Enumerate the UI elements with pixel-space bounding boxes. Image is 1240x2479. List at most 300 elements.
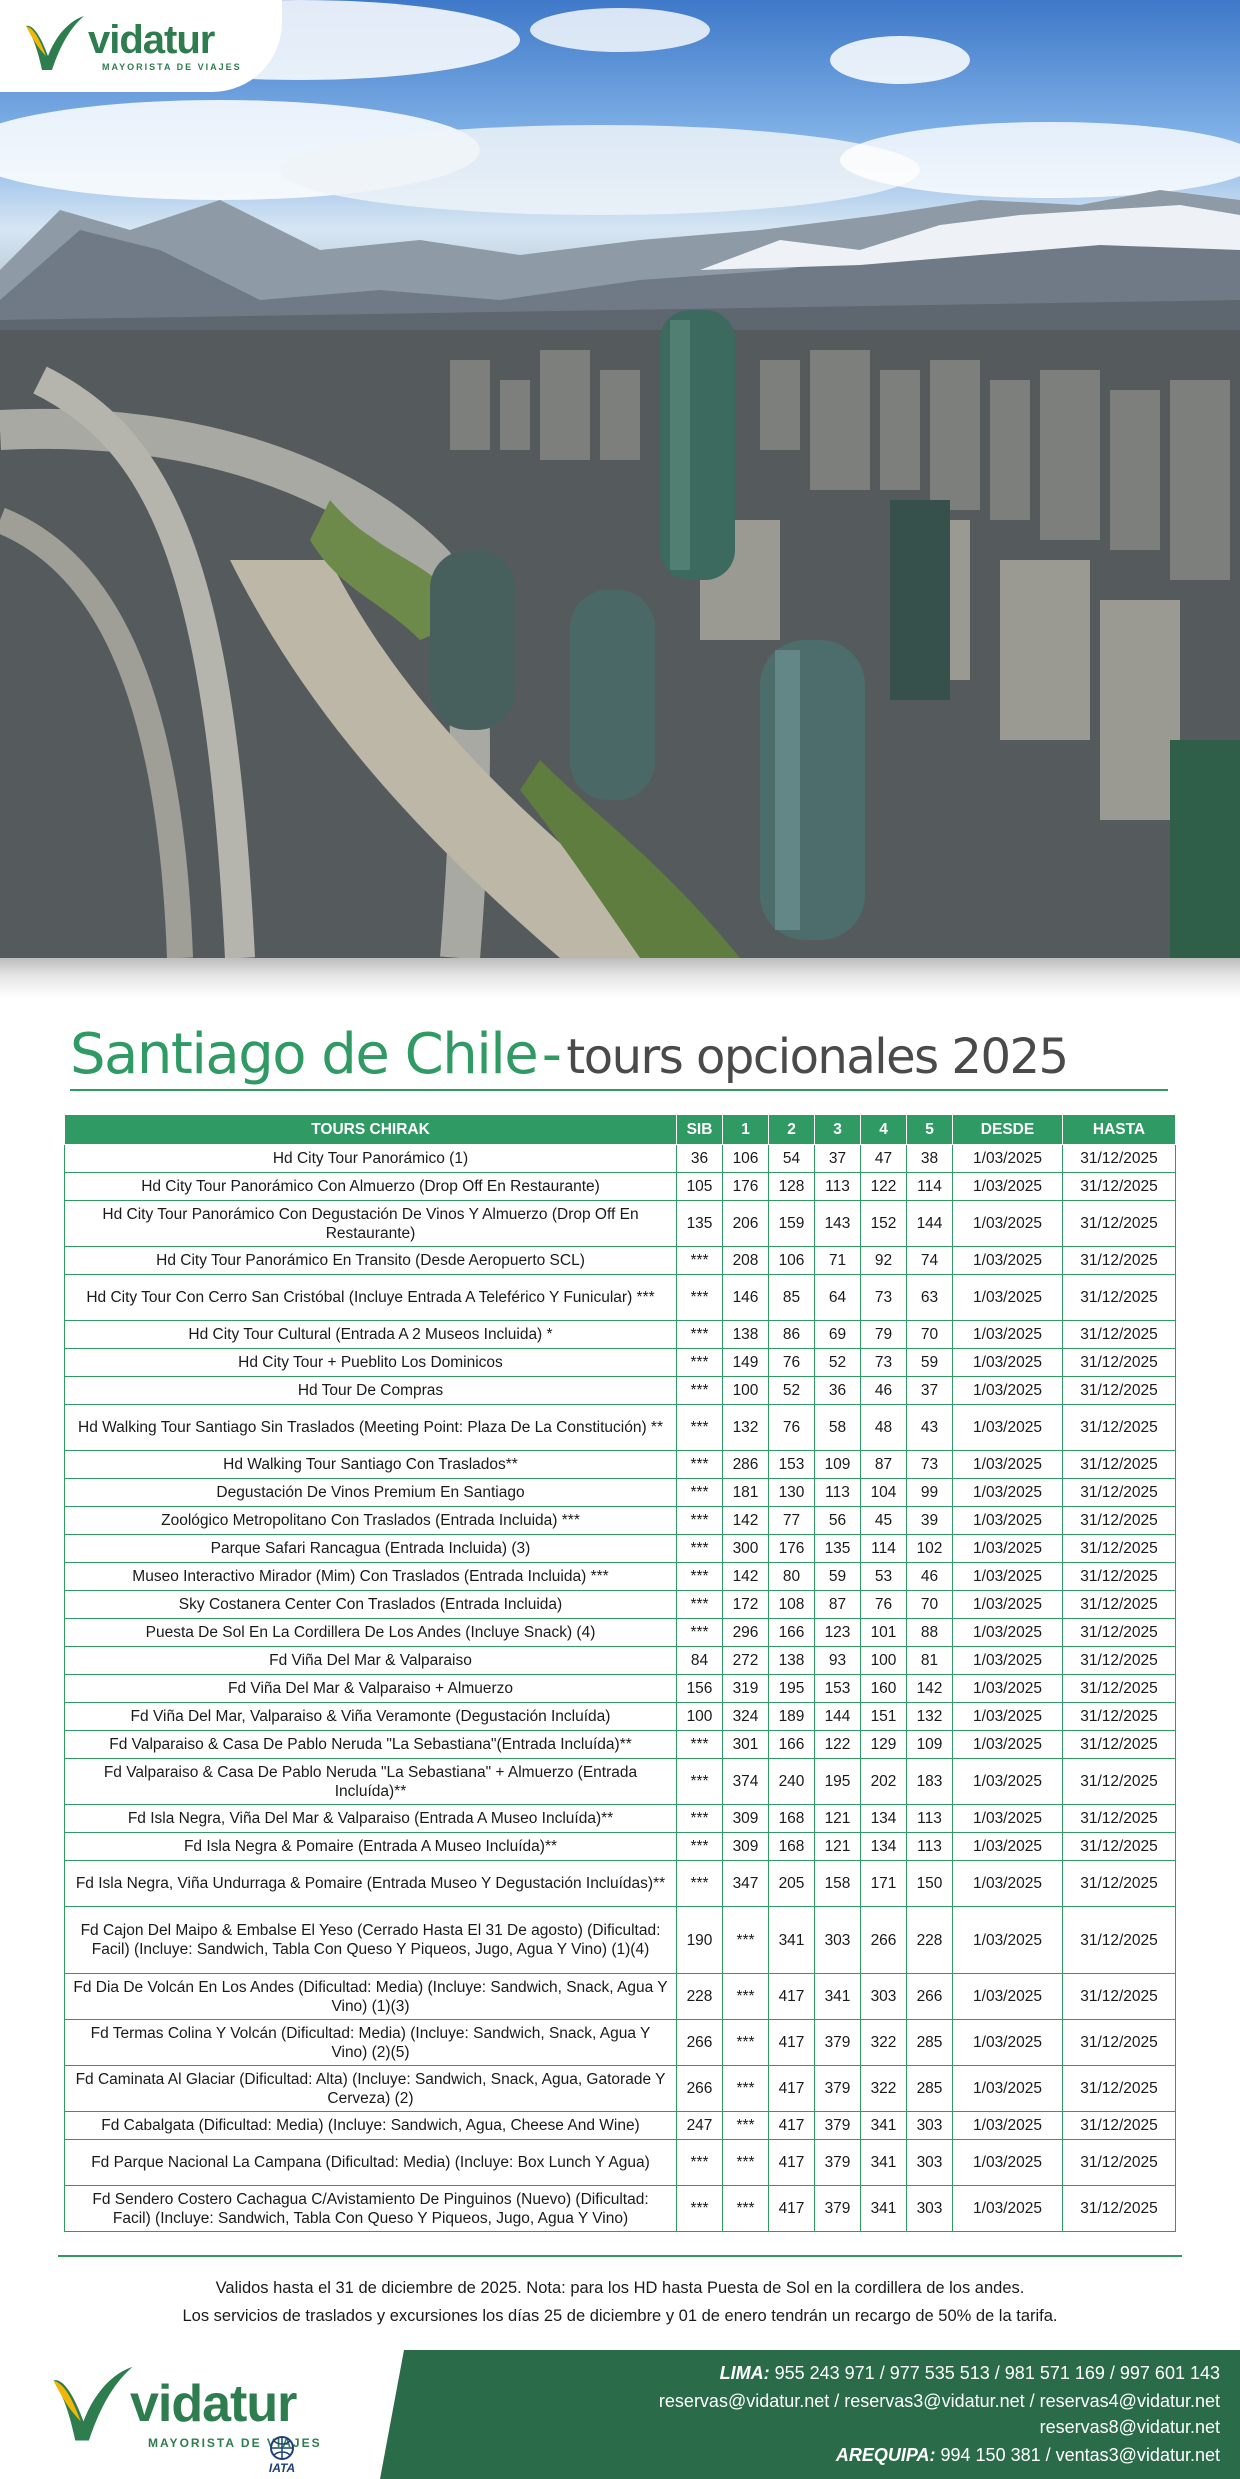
table-row — [65, 1145, 1176, 1173]
tour-p2-cell: 159 — [769, 1201, 815, 1247]
table-row — [65, 1201, 1176, 1247]
tour-sib-cell: *** — [677, 1507, 723, 1535]
tour-sib-cell: *** — [677, 2140, 723, 2186]
tour-p2-cell: 128 — [769, 1173, 815, 1201]
tour-p4-cell: 134 — [861, 1833, 907, 1861]
tour-name-cell: Fd Cabalgata (Dificultad: Media) (Incluye: Sandwich, Agua, Cheese And Wine) — [65, 2112, 677, 2140]
tour-p5-cell: 285 — [907, 2020, 953, 2066]
page-title — [70, 1022, 1068, 1092]
table-row — [65, 1591, 1176, 1619]
tour-sib-cell: *** — [677, 1247, 723, 1275]
tour-name-cell: Fd Caminata Al Glaciar (Dificultad: Alta) (Incluye: Sandwich, Snack, Agua, Gatorade Y Cerveza) (2) — [65, 2066, 677, 2112]
tour-p2-cell: 205 — [769, 1861, 815, 1907]
tour-p3-cell: 121 — [815, 1805, 861, 1833]
tour-p3-cell: 144 — [815, 1703, 861, 1731]
table-body — [65, 1145, 1176, 2232]
tour-p5-cell: 74 — [907, 1247, 953, 1275]
tour-name-cell: Hd City Tour Panorámico Con Almuerzo (Drop Off En Restaurante) — [65, 1173, 677, 1201]
tour-p4-cell: 100 — [861, 1647, 907, 1675]
tour-hasta-cell: 31/12/2025 — [1063, 1507, 1176, 1535]
tour-desde-cell: 1/03/2025 — [953, 1479, 1063, 1507]
tour-name-cell: Museo Interactivo Mirador (Mim) Con Traslados (Entrada Incluida) *** — [65, 1563, 677, 1591]
tour-p5-cell: 37 — [907, 1377, 953, 1405]
table-row — [65, 1377, 1176, 1405]
tour-p2-cell: 153 — [769, 1451, 815, 1479]
footer-brand-tagline: MAYORISTA DE VIAJES — [148, 2436, 322, 2450]
tour-p5-cell: 39 — [907, 1507, 953, 1535]
tour-name-cell: Fd Termas Colina Y Volcán (Dificultad: Media) (Incluye: Sandwich, Snack, Agua Y Vino) (2)(5) — [65, 2020, 677, 2066]
table-row — [65, 1861, 1176, 1907]
tour-hasta-cell: 31/12/2025 — [1063, 2140, 1176, 2186]
tour-name-cell: Fd Valparaiso & Casa De Pablo Neruda "La Sebastiana" + Almuerzo (Entrada Incluída)** — [65, 1759, 677, 1805]
tour-p5-cell: 228 — [907, 1907, 953, 1974]
tour-p3-cell: 379 — [815, 2020, 861, 2066]
tour-name-cell: Fd Parque Nacional La Campana (Dificultad: Media) (Incluye: Box Lunch Y Agua) — [65, 2140, 677, 2186]
tour-p2-cell: 85 — [769, 1275, 815, 1321]
tour-p2-cell: 341 — [769, 1907, 815, 1974]
tour-p5-cell: 183 — [907, 1759, 953, 1805]
tour-p5-cell: 43 — [907, 1405, 953, 1451]
tour-sib-cell: *** — [677, 2186, 723, 2232]
table-row — [65, 1563, 1176, 1591]
table-row — [65, 1647, 1176, 1675]
tour-p5-cell: 70 — [907, 1321, 953, 1349]
tour-p3-cell: 36 — [815, 1377, 861, 1405]
tour-p5-cell: 99 — [907, 1479, 953, 1507]
tour-p2-cell: 417 — [769, 2140, 815, 2186]
tour-hasta-cell: 31/12/2025 — [1063, 1759, 1176, 1805]
footnotes — [0, 2274, 1240, 2330]
table-row — [65, 1619, 1176, 1647]
tour-p2-cell: 76 — [769, 1405, 815, 1451]
tour-p2-cell: 77 — [769, 1507, 815, 1535]
tour-hasta-cell: 31/12/2025 — [1063, 1145, 1176, 1173]
tour-hasta-cell: 31/12/2025 — [1063, 1275, 1176, 1321]
vidatur-check-logo-icon — [48, 2360, 138, 2450]
tour-p1-cell: 374 — [723, 1759, 769, 1805]
tour-p5-cell: 70 — [907, 1591, 953, 1619]
tour-p2-cell: 240 — [769, 1759, 815, 1805]
tour-p3-cell: 195 — [815, 1759, 861, 1805]
tour-p5-cell: 144 — [907, 1201, 953, 1247]
contact-emails-1: reservas@vidatur.net / reservas3@vidatur.net / reservas4@vidatur.net — [658, 2391, 1220, 2411]
tour-p2-cell: 52 — [769, 1377, 815, 1405]
tour-hasta-cell: 31/12/2025 — [1063, 2186, 1176, 2232]
tour-hasta-cell: 31/12/2025 — [1063, 1805, 1176, 1833]
table-row — [65, 2066, 1176, 2112]
tour-p4-cell: 322 — [861, 2066, 907, 2112]
tour-p1-cell: 138 — [723, 1321, 769, 1349]
table-header-row — [65, 1115, 1176, 1145]
tour-hasta-cell: 31/12/2025 — [1063, 1647, 1176, 1675]
title-main: Santiago de Chile — [70, 1022, 538, 1087]
tour-name-cell: Hd City Tour Cultural (Entrada A 2 Museos Incluida) * — [65, 1321, 677, 1349]
tour-p5-cell: 88 — [907, 1619, 953, 1647]
brand-tagline: MAYORISTA DE VIAJES — [102, 62, 242, 72]
city-skyline-illustration — [0, 0, 1240, 958]
tour-sib-cell: *** — [677, 1731, 723, 1759]
tour-p2-cell: 108 — [769, 1591, 815, 1619]
tour-desde-cell: 1/03/2025 — [953, 1563, 1063, 1591]
vidatur-check-logo-icon — [22, 12, 88, 76]
table-row — [65, 1731, 1176, 1759]
table-row — [65, 1833, 1176, 1861]
tour-p3-cell: 135 — [815, 1535, 861, 1563]
column-header: DESDE — [953, 1115, 1063, 1145]
tour-sib-cell: 135 — [677, 1201, 723, 1247]
tour-p4-cell: 48 — [861, 1405, 907, 1451]
tour-p1-cell: *** — [723, 2140, 769, 2186]
tour-p5-cell: 73 — [907, 1451, 953, 1479]
tour-p1-cell: 309 — [723, 1833, 769, 1861]
tour-p2-cell: 76 — [769, 1349, 815, 1377]
tour-name-cell: Hd Walking Tour Santiago Sin Traslados (Meeting Point: Plaza De La Constitución) ** — [65, 1405, 677, 1451]
brand-name: vidatur — [88, 18, 215, 62]
column-header: 2 — [769, 1115, 815, 1145]
tour-sib-cell: *** — [677, 1833, 723, 1861]
tour-sib-cell: *** — [677, 1563, 723, 1591]
footer-brand-name: vidatur — [130, 2375, 297, 2433]
tour-p1-cell: 286 — [723, 1451, 769, 1479]
tour-hasta-cell: 31/12/2025 — [1063, 1405, 1176, 1451]
tours-price-table — [64, 1114, 1176, 2232]
tour-p5-cell: 285 — [907, 2066, 953, 2112]
title-sub: tours opcionales 2025 — [566, 1029, 1068, 1085]
tour-p5-cell: 266 — [907, 1974, 953, 2020]
tour-p4-cell: 341 — [861, 2140, 907, 2186]
tour-p4-cell: 151 — [861, 1703, 907, 1731]
tour-hasta-cell: 31/12/2025 — [1063, 1591, 1176, 1619]
tour-p3-cell: 113 — [815, 1173, 861, 1201]
tour-p1-cell: *** — [723, 1907, 769, 1974]
tour-p2-cell: 189 — [769, 1703, 815, 1731]
tour-desde-cell: 1/03/2025 — [953, 1833, 1063, 1861]
tour-p5-cell: 303 — [907, 2186, 953, 2232]
table-row — [65, 1247, 1176, 1275]
tour-name-cell: Hd City Tour Panorámico (1) — [65, 1145, 677, 1173]
tour-p3-cell: 379 — [815, 2066, 861, 2112]
tour-p5-cell: 113 — [907, 1833, 953, 1861]
tour-p1-cell: 176 — [723, 1173, 769, 1201]
tour-desde-cell: 1/03/2025 — [953, 1173, 1063, 1201]
tour-p3-cell: 143 — [815, 1201, 861, 1247]
tour-sib-cell: 100 — [677, 1703, 723, 1731]
tour-p1-cell: 142 — [723, 1563, 769, 1591]
tour-p1-cell: 272 — [723, 1647, 769, 1675]
tour-p3-cell: 121 — [815, 1833, 861, 1861]
tour-p1-cell: 206 — [723, 1201, 769, 1247]
tour-p5-cell: 303 — [907, 2140, 953, 2186]
tour-p2-cell: 166 — [769, 1731, 815, 1759]
column-header: TOURS CHIRAK — [65, 1115, 677, 1145]
tour-sib-cell: *** — [677, 1275, 723, 1321]
tour-desde-cell: 1/03/2025 — [953, 1591, 1063, 1619]
tour-p2-cell: 168 — [769, 1833, 815, 1861]
tour-desde-cell: 1/03/2025 — [953, 1405, 1063, 1451]
tour-desde-cell: 1/03/2025 — [953, 1861, 1063, 1907]
tour-p5-cell: 38 — [907, 1145, 953, 1173]
column-header: 5 — [907, 1115, 953, 1145]
iata-logo-icon — [256, 2436, 308, 2474]
tour-p2-cell: 417 — [769, 2186, 815, 2232]
tour-p1-cell: *** — [723, 2020, 769, 2066]
table-row — [65, 1451, 1176, 1479]
tour-desde-cell: 1/03/2025 — [953, 1201, 1063, 1247]
tour-sib-cell: 247 — [677, 2112, 723, 2140]
tour-p2-cell: 86 — [769, 1321, 815, 1349]
tour-hasta-cell: 31/12/2025 — [1063, 2066, 1176, 2112]
tour-p4-cell: 104 — [861, 1479, 907, 1507]
tour-sib-cell: 156 — [677, 1675, 723, 1703]
tour-name-cell: Sky Costanera Center Con Traslados (Entrada Incluida) — [65, 1591, 677, 1619]
tour-p3-cell: 153 — [815, 1675, 861, 1703]
tour-p3-cell: 64 — [815, 1275, 861, 1321]
tour-p5-cell: 102 — [907, 1535, 953, 1563]
tour-p3-cell: 113 — [815, 1479, 861, 1507]
table-row — [65, 1759, 1176, 1805]
tour-p4-cell: 152 — [861, 1201, 907, 1247]
tour-p3-cell: 69 — [815, 1321, 861, 1349]
tour-name-cell: Fd Isla Negra, Viña Undurraga & Pomaire (Entrada Museo Y Degustación Incluídas)** — [65, 1861, 677, 1907]
tour-p5-cell: 114 — [907, 1173, 953, 1201]
tour-desde-cell: 1/03/2025 — [953, 2066, 1063, 2112]
tour-name-cell: Degustación De Vinos Premium En Santiago — [65, 1479, 677, 1507]
tour-sib-cell: 266 — [677, 2066, 723, 2112]
tour-hasta-cell: 31/12/2025 — [1063, 1563, 1176, 1591]
tour-p5-cell: 150 — [907, 1861, 953, 1907]
notes-divider — [58, 2255, 1182, 2257]
tour-sib-cell: *** — [677, 1479, 723, 1507]
tour-desde-cell: 1/03/2025 — [953, 1805, 1063, 1833]
tour-hasta-cell: 31/12/2025 — [1063, 2112, 1176, 2140]
contact-arequipa — [836, 2445, 1220, 2466]
tour-sib-cell: 266 — [677, 2020, 723, 2066]
tour-p3-cell: 56 — [815, 1507, 861, 1535]
tour-desde-cell: 1/03/2025 — [953, 2112, 1063, 2140]
lima-phones: 955 243 971 / 977 535 513 / 981 571 169 / 997 601 143 — [774, 2363, 1220, 2383]
tour-name-cell: Hd City Tour Panorámico En Transito (Desde Aeropuerto SCL) — [65, 1247, 677, 1275]
tour-desde-cell: 1/03/2025 — [953, 1247, 1063, 1275]
tour-p2-cell: 80 — [769, 1563, 815, 1591]
tour-sib-cell: *** — [677, 1535, 723, 1563]
tour-sib-cell: 190 — [677, 1907, 723, 1974]
table-row — [65, 1405, 1176, 1451]
tour-sib-cell: *** — [677, 1349, 723, 1377]
tour-p4-cell: 303 — [861, 1974, 907, 2020]
hero-image-santiago — [0, 0, 1240, 958]
table-row — [65, 2020, 1176, 2066]
contact-emails-2: reservas8@vidatur.net — [1039, 2417, 1220, 2437]
tour-p5-cell: 303 — [907, 2112, 953, 2140]
tour-p1-cell: 301 — [723, 1731, 769, 1759]
tour-p4-cell: 46 — [861, 1377, 907, 1405]
tour-p2-cell: 417 — [769, 2066, 815, 2112]
tour-p2-cell: 417 — [769, 1974, 815, 2020]
tour-sib-cell: 84 — [677, 1647, 723, 1675]
tour-desde-cell: 1/03/2025 — [953, 1731, 1063, 1759]
tour-hasta-cell: 31/12/2025 — [1063, 1703, 1176, 1731]
tour-sib-cell: *** — [677, 1451, 723, 1479]
tour-p4-cell: 76 — [861, 1591, 907, 1619]
tour-name-cell: Fd Viña Del Mar & Valparaiso + Almuerzo — [65, 1675, 677, 1703]
tour-sib-cell: 105 — [677, 1173, 723, 1201]
tour-sib-cell: *** — [677, 1377, 723, 1405]
table-row — [65, 1479, 1176, 1507]
tour-p4-cell: 73 — [861, 1275, 907, 1321]
tour-p3-cell: 93 — [815, 1647, 861, 1675]
table-row — [65, 1974, 1176, 2020]
tour-p4-cell: 129 — [861, 1731, 907, 1759]
tour-p3-cell: 303 — [815, 1907, 861, 1974]
tour-name-cell: Zoológico Metropolitano Con Traslados (Entrada Incluida) *** — [65, 1507, 677, 1535]
arequipa-label: AREQUIPA: — [835, 2445, 936, 2465]
tour-p1-cell: *** — [723, 1974, 769, 2020]
table-row — [65, 1275, 1176, 1321]
tour-desde-cell: 1/03/2025 — [953, 1759, 1063, 1805]
tour-desde-cell: 1/03/2025 — [953, 2020, 1063, 2066]
tour-p4-cell: 202 — [861, 1759, 907, 1805]
tour-hasta-cell: 31/12/2025 — [1063, 1479, 1176, 1507]
tour-name-cell: Hd City Tour + Pueblito Los Dominicos — [65, 1349, 677, 1377]
arequipa-info: 994 150 381 / ventas3@vidatur.net — [940, 2445, 1220, 2465]
tour-p4-cell: 171 — [861, 1861, 907, 1907]
tour-p1-cell: 300 — [723, 1535, 769, 1563]
table-row — [65, 1321, 1176, 1349]
tour-p1-cell: *** — [723, 2066, 769, 2112]
column-header: 1 — [723, 1115, 769, 1145]
tour-hasta-cell: 31/12/2025 — [1063, 1861, 1176, 1907]
tour-p5-cell: 132 — [907, 1703, 953, 1731]
tour-desde-cell: 1/03/2025 — [953, 2140, 1063, 2186]
tour-p5-cell: 46 — [907, 1563, 953, 1591]
tour-name-cell: Fd Isla Negra, Viña Del Mar & Valparaiso (Entrada A Museo Incluída)** — [65, 1805, 677, 1833]
tour-p1-cell: 172 — [723, 1591, 769, 1619]
tour-desde-cell: 1/03/2025 — [953, 1974, 1063, 2020]
tour-p1-cell: 149 — [723, 1349, 769, 1377]
tour-name-cell: Hd City Tour Panorámico Con Degustación De Vinos Y Almuerzo (Drop Off En Restaurante) — [65, 1201, 677, 1247]
table-row — [65, 2140, 1176, 2186]
tour-p4-cell: 134 — [861, 1805, 907, 1833]
tour-desde-cell: 1/03/2025 — [953, 1377, 1063, 1405]
table-row — [65, 1805, 1176, 1833]
title-underline — [70, 1089, 1168, 1091]
tour-sib-cell: *** — [677, 1619, 723, 1647]
tour-sib-cell: *** — [677, 1591, 723, 1619]
tour-p3-cell: 37 — [815, 1145, 861, 1173]
tour-p4-cell: 79 — [861, 1321, 907, 1349]
tour-p1-cell: 296 — [723, 1619, 769, 1647]
tour-p1-cell: 309 — [723, 1805, 769, 1833]
tour-sib-cell: *** — [677, 1759, 723, 1805]
tour-p5-cell: 59 — [907, 1349, 953, 1377]
lima-label: LIMA: — [719, 2363, 770, 2383]
table-row — [65, 1675, 1176, 1703]
tour-name-cell: Fd Sendero Costero Cachagua C/Avistamiento De Pinguinos (Nuevo) (Dificultad: Facil) (Incluye: Sandwich, Tabla Con Queso Y Piqueos, Jugo, Agua Y Vino) — [65, 2186, 677, 2232]
tour-p4-cell: 45 — [861, 1507, 907, 1535]
tour-desde-cell: 1/03/2025 — [953, 1321, 1063, 1349]
tour-p2-cell: 130 — [769, 1479, 815, 1507]
tour-p5-cell: 81 — [907, 1647, 953, 1675]
tour-sib-cell: *** — [677, 1405, 723, 1451]
tour-p4-cell: 87 — [861, 1451, 907, 1479]
tour-p4-cell: 73 — [861, 1349, 907, 1377]
tour-hasta-cell: 31/12/2025 — [1063, 1247, 1176, 1275]
tour-desde-cell: 1/03/2025 — [953, 1349, 1063, 1377]
tour-p1-cell: 319 — [723, 1675, 769, 1703]
tour-p4-cell: 341 — [861, 2186, 907, 2232]
tour-hasta-cell: 31/12/2025 — [1063, 1907, 1176, 1974]
tour-p5-cell: 63 — [907, 1275, 953, 1321]
tour-p5-cell: 109 — [907, 1731, 953, 1759]
tour-name-cell: Fd Viña Del Mar & Valparaiso — [65, 1647, 677, 1675]
tour-hasta-cell: 31/12/2025 — [1063, 1321, 1176, 1349]
note-line-2: Los servicios de traslados y excursiones los días 25 de diciembre y 01 de enero tendrán un recargo de 50% de la tarifa. — [182, 2307, 1058, 2325]
tour-hasta-cell: 31/12/2025 — [1063, 2020, 1176, 2066]
tour-desde-cell: 1/03/2025 — [953, 1535, 1063, 1563]
tour-p1-cell: *** — [723, 2112, 769, 2140]
tour-p2-cell: 176 — [769, 1535, 815, 1563]
header-logo — [0, 0, 282, 92]
tour-p2-cell: 168 — [769, 1805, 815, 1833]
tour-sib-cell: 228 — [677, 1974, 723, 2020]
table-row — [65, 1703, 1176, 1731]
tour-name-cell: Fd Dia De Volcán En Los Andes (Dificultad: Media) (Incluye: Sandwich, Snack, Agua Y Vino) (1)(3) — [65, 1974, 677, 2020]
tour-hasta-cell: 31/12/2025 — [1063, 1201, 1176, 1247]
tour-p1-cell: 132 — [723, 1405, 769, 1451]
table-row — [65, 2186, 1176, 2232]
tour-p3-cell: 341 — [815, 1974, 861, 2020]
contact-lima — [720, 2363, 1220, 2384]
tour-desde-cell: 1/03/2025 — [953, 1703, 1063, 1731]
tour-p5-cell: 142 — [907, 1675, 953, 1703]
hero-bottom-shadow — [0, 958, 1240, 998]
tour-name-cell: Fd Isla Negra & Pomaire (Entrada A Museo Incluída)** — [65, 1833, 677, 1861]
tour-p4-cell: 53 — [861, 1563, 907, 1591]
tour-p3-cell: 109 — [815, 1451, 861, 1479]
column-header: 4 — [861, 1115, 907, 1145]
tour-p1-cell: 324 — [723, 1703, 769, 1731]
tour-p1-cell: 347 — [723, 1861, 769, 1907]
tour-name-cell: Fd Viña Del Mar, Valparaiso & Viña Veramonte (Degustación Incluída) — [65, 1703, 677, 1731]
tour-p4-cell: 160 — [861, 1675, 907, 1703]
tour-hasta-cell: 31/12/2025 — [1063, 1675, 1176, 1703]
tour-hasta-cell: 31/12/2025 — [1063, 1173, 1176, 1201]
tour-p3-cell: 59 — [815, 1563, 861, 1591]
tour-desde-cell: 1/03/2025 — [953, 2186, 1063, 2232]
tour-p1-cell: *** — [723, 2186, 769, 2232]
tour-hasta-cell: 31/12/2025 — [1063, 1833, 1176, 1861]
tour-desde-cell: 1/03/2025 — [953, 1145, 1063, 1173]
table-row — [65, 1907, 1176, 1974]
tour-p3-cell: 158 — [815, 1861, 861, 1907]
tour-p3-cell: 122 — [815, 1731, 861, 1759]
tour-p2-cell: 106 — [769, 1247, 815, 1275]
tour-p1-cell: 181 — [723, 1479, 769, 1507]
iata-label: IATA — [268, 2461, 296, 2474]
tour-p4-cell: 341 — [861, 2112, 907, 2140]
tour-p1-cell: 146 — [723, 1275, 769, 1321]
tour-hasta-cell: 31/12/2025 — [1063, 1974, 1176, 2020]
tour-p3-cell: 379 — [815, 2140, 861, 2186]
tour-p4-cell: 47 — [861, 1145, 907, 1173]
tour-p1-cell: 142 — [723, 1507, 769, 1535]
tour-p1-cell: 208 — [723, 1247, 769, 1275]
table-row — [65, 1535, 1176, 1563]
tour-p2-cell: 138 — [769, 1647, 815, 1675]
tour-hasta-cell: 31/12/2025 — [1063, 1451, 1176, 1479]
tour-sib-cell: *** — [677, 1805, 723, 1833]
tour-p2-cell: 417 — [769, 2112, 815, 2140]
